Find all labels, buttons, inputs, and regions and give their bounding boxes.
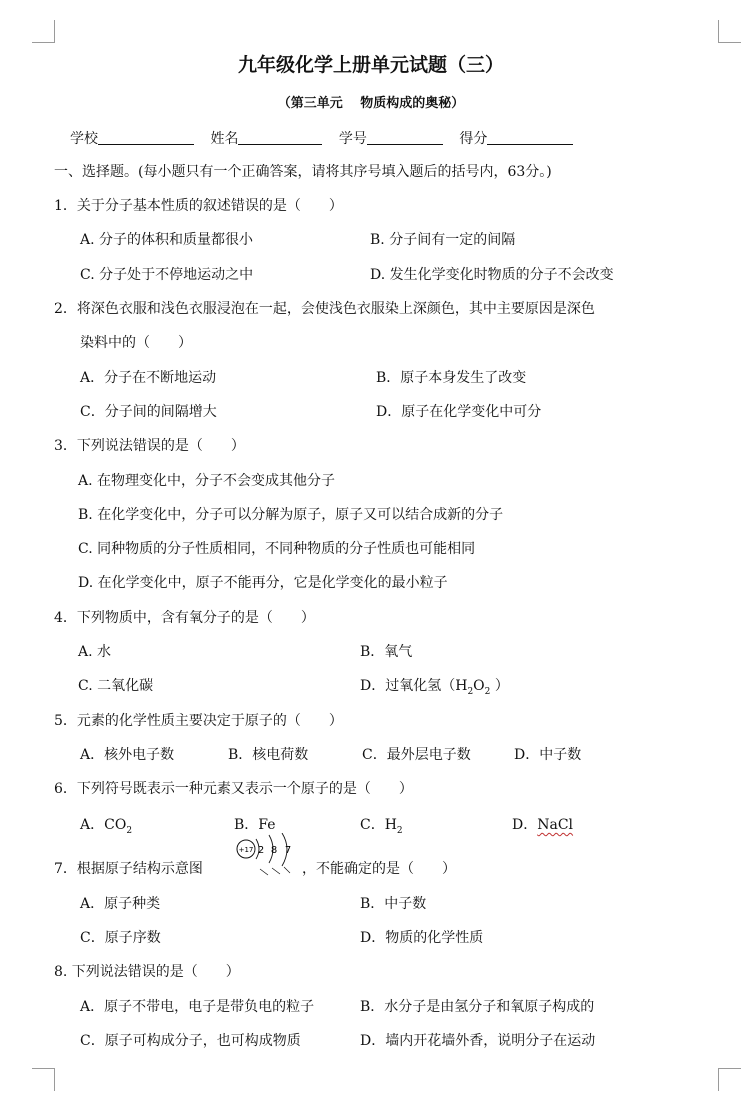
question-6-option-a: A．$CO_2$ <box>80 817 133 836</box>
question-3-option-a: A. 在物理变化中，分子不会变成其他分子 <box>78 473 336 489</box>
question-2-option-d: D．原子在化学变化中可分 <box>376 404 542 420</box>
crop-mark-bottom-left <box>32 1068 55 1091</box>
question-2-option-b: B．原子本身发生了改变 <box>376 370 527 386</box>
question-6-option-c: C．$H_2$ <box>360 817 403 836</box>
question-7-option-c: C．原子序数 <box>80 930 161 946</box>
student-info-row <box>70 128 585 148</box>
question-1-stem: 1．关于分子基本性质的叙述错误的是（ ） <box>54 198 343 214</box>
question-8-stem: 8. 下列说法错误的是（ ） <box>54 964 240 980</box>
crop-mark-top-left <box>32 20 55 43</box>
question-4-option-d: D．过氧化氢（$H_2O_2$ ） <box>360 678 509 697</box>
shell-1-electrons: 2 <box>257 845 265 856</box>
question-1-option-a: A. 分子的体积和质量都很小 <box>80 232 254 248</box>
question-5-option-c: C．最外层电子数 <box>362 747 471 763</box>
question-6-option-d: D．NaCl <box>512 817 574 833</box>
question-3-option-c: C. 同种物质的分子性质相同，不同种物质的分子性质也可能相同 <box>78 541 476 557</box>
question-2-option-a: A．分子在不断地运动 <box>80 370 217 386</box>
nucleus-charge: +17 <box>238 846 254 854</box>
question-3-stem: 3．下列说法错误的是（ ） <box>54 438 245 454</box>
question-3-option-d: D. 在化学变化中，原子不能再分，它是化学变化的最小粒子 <box>78 575 448 591</box>
name-label: 姓名 <box>210 131 239 147</box>
question-1-option-b: B. 分子间有一定的间隔 <box>370 232 516 248</box>
number-label: 学号 <box>338 131 367 147</box>
question-2-option-c: C．分子间的间隔增大 <box>80 404 217 420</box>
page-subtitle: （第三单元 物质构成的奥秘） <box>277 96 465 111</box>
question-1-option-c: C. 分子处于不停地运动之中 <box>80 267 254 283</box>
question-7-stem-end: ，不能确定的是（ ） <box>302 861 456 877</box>
school-blank[interactable] <box>98 128 194 145</box>
page-title: 九年级化学上册单元试题（三） <box>237 54 504 76</box>
question-4-option-c: C. 二氧化碳 <box>78 678 154 694</box>
question-4-stem: 4．下列物质中，含有氧分子的是（ ） <box>54 610 315 626</box>
question-7-option-b: B．中子数 <box>360 896 427 912</box>
name-blank[interactable] <box>238 128 322 145</box>
school-label: 学校 <box>70 131 98 147</box>
question-4-option-a: A. 水 <box>78 644 112 660</box>
question-3-option-b: B. 在化学变化中，分子可以分解为原子，原子又可以结合成新的分子 <box>78 507 504 523</box>
question-6-option-b: B．Fe <box>234 817 276 833</box>
question-1-option-d: D. 发生化学变化时物质的分子不会改变 <box>370 267 614 283</box>
question-6-stem: 6．下列符号既表示一种元素又表示一个原子的是（ ） <box>54 781 413 797</box>
question-8-option-b: B．水分子是由氢分子和氧原子构成的 <box>360 999 595 1015</box>
atom-structure-diagram <box>234 833 298 877</box>
question-5-option-d: D．中子数 <box>514 747 582 763</box>
shell-2-electrons: 8 <box>270 845 278 856</box>
section-heading: 一、选择题。(每小题只有一个正确答案，请将其序号填入题后的括号内，63分。) <box>54 164 552 180</box>
question-8-option-d: D．墙内开花墙外香，说明分子在运动 <box>360 1033 596 1049</box>
question-5-option-b: B．核电荷数 <box>228 747 309 763</box>
question-8-option-a: A．原子不带电，电子是带负电的粒子 <box>80 999 315 1015</box>
question-7-stem-start: 7．根据原子结构示意图 <box>54 861 203 877</box>
question-5-stem: 5．元素的化学性质主要决定于原子的（ ） <box>54 713 343 729</box>
crop-mark-bottom-right <box>718 1068 741 1091</box>
question-4-option-b: B．氧气 <box>360 644 413 660</box>
question-7-option-d: D．物质的化学性质 <box>360 930 484 946</box>
crop-mark-top-right <box>718 20 741 43</box>
question-7-option-a: A．原子种类 <box>80 896 161 912</box>
score-blank[interactable] <box>487 128 573 145</box>
question-2-stem-line1: 2．将深色衣服和浅色衣服浸泡在一起，会使浅色衣服染上深颜色，其中主要原因是深色 <box>54 301 595 317</box>
question-2-stem-line2: 染料中的（ ） <box>80 335 192 351</box>
question-8-option-c: C．原子可构成分子，也可构成物质 <box>80 1033 301 1049</box>
question-5-option-a: A．核外电子数 <box>80 747 175 763</box>
score-label: 得分 <box>459 131 488 147</box>
shell-ticks <box>260 867 290 875</box>
shell-3-electrons: 7 <box>284 845 292 856</box>
number-blank[interactable] <box>367 128 443 145</box>
